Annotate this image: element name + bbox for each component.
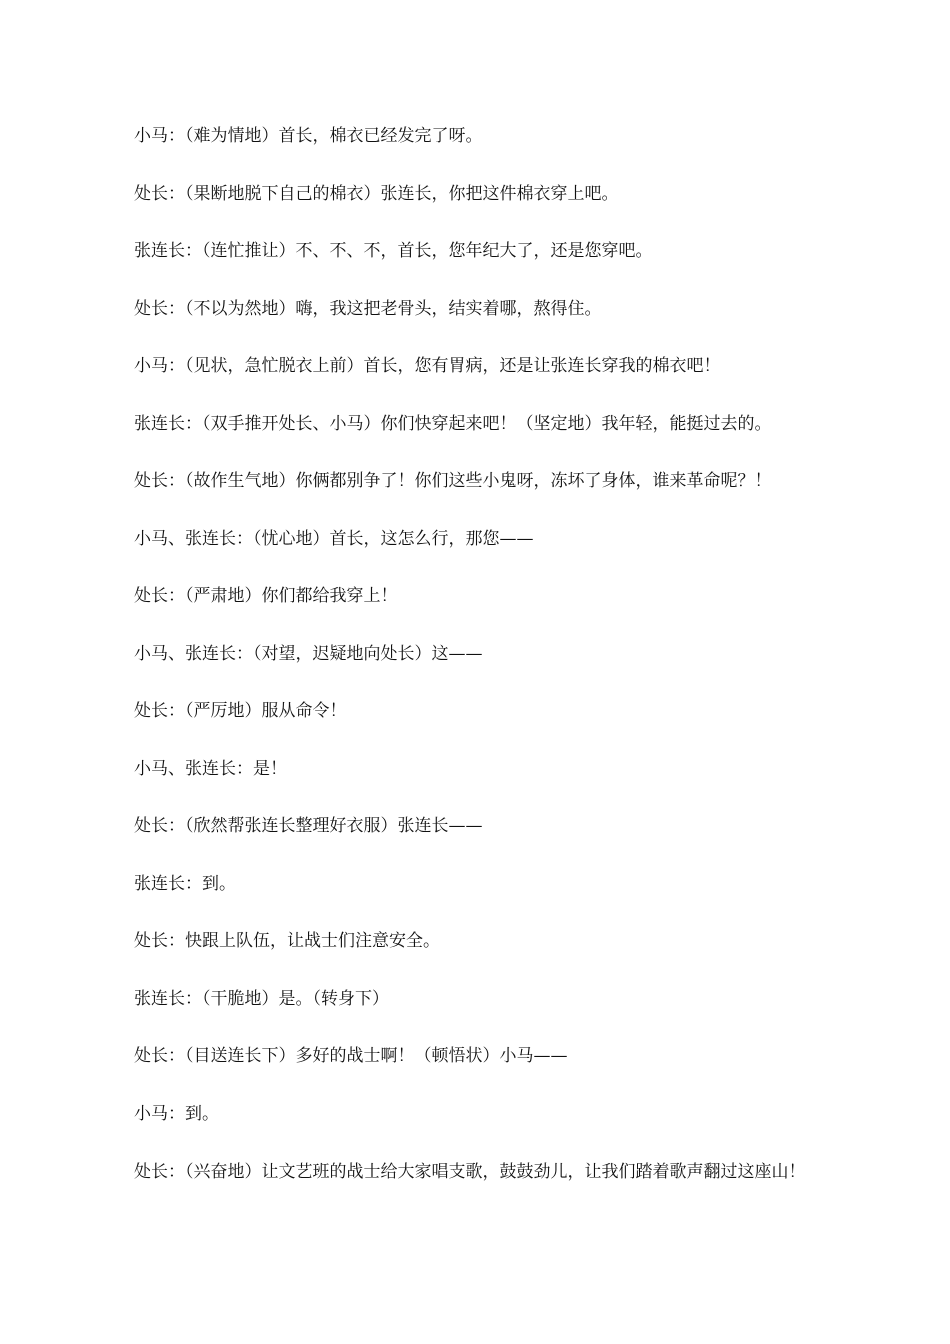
dialogue-line: 处长：（欣然帮张连长整理好衣服）张连长—— — [134, 816, 483, 836]
dialogue-line: 处长：（严厉地）服从命令！ — [134, 701, 347, 721]
dialogue-line: 处长：（严肃地）你们都给我穿上！ — [134, 586, 398, 606]
dialogue-line: 处长：（目送连长下）多好的战士啊！（顿悟状）小马—— — [134, 1046, 568, 1066]
dialogue-line: 张连长：（双手推开处长、小马）你们快穿起来吧！（坚定地）我年轻，能挺过去的。 — [134, 413, 772, 434]
dialogue-line: 处长：（不以为然地）嗨，我这把老骨头，结实着哪，熬得住。 — [134, 298, 602, 319]
dialogue-line: 处长：快跟上队伍，让战士们注意安全。 — [134, 931, 440, 951]
dialogue-line: 处长：（故作生气地）你俩都别争了！你们这些小鬼呀，冻坏了身体，谁来革命呢？！ — [134, 471, 772, 491]
dialogue-line: 小马、张连长：是！ — [134, 758, 287, 779]
dialogue-line: 张连长：（连忙推让）不、不、不，首长，您年纪大了，还是您穿吧。 — [134, 241, 653, 261]
dialogue-line: 张连长：（干脆地）是。（转身下） — [134, 988, 389, 1009]
dialogue-line: 处长：（兴奋地）让文艺班的战士给大家唱支歌，鼓鼓劲儿，让我们踏着歌声翻过这座山！ — [134, 1162, 806, 1182]
dialogue-line: 小马：到。 — [134, 1103, 219, 1124]
dialogue-line: 小马、张连长：（对望，迟疑地向处长）这—— — [134, 643, 483, 664]
dialogue-line: 处长：（果断地脱下自己的棉衣）张连长，你把这件棉衣穿上吧。 — [134, 183, 619, 204]
dialogue-line: 小马：（难为情地）首长，棉衣已经发完了呀。 — [134, 126, 483, 146]
script-body — [88, 123, 860, 1187]
dialogue-line: 小马：（见状，急忙脱衣上前）首长，您有胃病，还是让张连长穿我的棉衣吧！ — [134, 356, 721, 376]
dialogue-line: 小马、张连长：（忧心地）首长，这怎么行，那您—— — [134, 528, 534, 549]
dialogue-line: 张连长：到。 — [134, 873, 236, 894]
